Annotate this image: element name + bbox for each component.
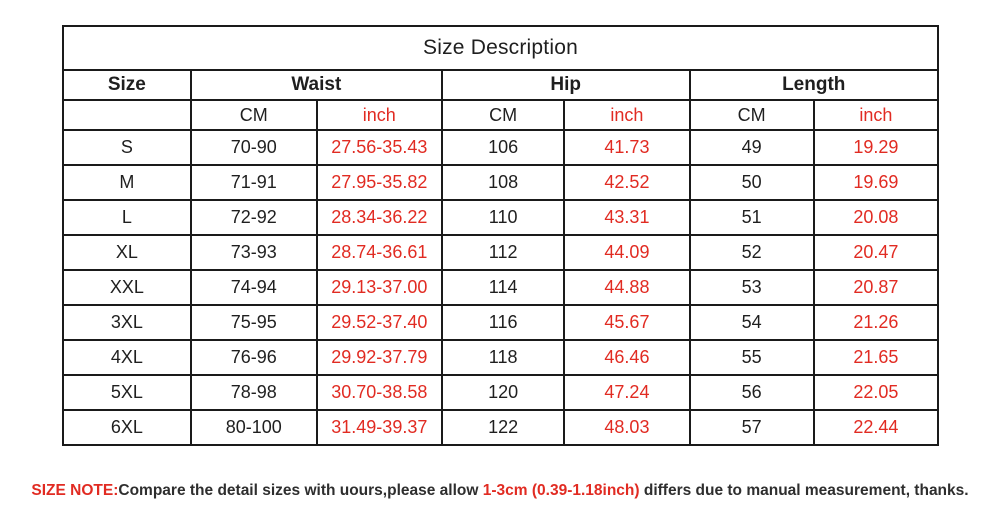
table-row [63, 270, 938, 305]
hip-cm-header: CM [442, 100, 565, 130]
hip-cm-cell: 108 [442, 165, 565, 200]
length-cm-cell: 49 [690, 130, 814, 165]
size-table [62, 25, 939, 446]
hip-cm-cell: 112 [442, 235, 565, 270]
hip-inch-cell: 48.03 [564, 410, 689, 445]
length-cm-cell: 56 [690, 375, 814, 410]
hip-inch-cell: 43.31 [564, 200, 689, 235]
length-inch-cell: 22.05 [814, 375, 938, 410]
waist-cm-cell: 70-90 [191, 130, 317, 165]
hip-cm-cell: 110 [442, 200, 565, 235]
col-header-length: Length [690, 70, 939, 100]
size-cell: S [63, 130, 191, 165]
length-inch-cell: 19.29 [814, 130, 938, 165]
hip-cm-cell: 106 [442, 130, 565, 165]
waist-cm-cell: 75-95 [191, 305, 317, 340]
table-row [63, 130, 938, 165]
length-inch-cell: 21.26 [814, 305, 938, 340]
col-header-waist: Waist [191, 70, 442, 100]
col-header-size: Size [63, 70, 191, 100]
size-note-text-after: differs due to manual measurement, thanks. [639, 482, 969, 499]
waist-cm-cell: 71-91 [191, 165, 317, 200]
waist-cm-header: CM [191, 100, 317, 130]
hip-inch-cell: 44.88 [564, 270, 689, 305]
waist-cm-cell: 80-100 [191, 410, 317, 445]
waist-cm-cell: 74-94 [191, 270, 317, 305]
size-note-text-before: Compare the detail sizes with uours,please allow [118, 482, 483, 499]
hip-inch-cell: 41.73 [564, 130, 689, 165]
waist-cm-cell: 72-92 [191, 200, 317, 235]
waist-cm-cell: 78-98 [191, 375, 317, 410]
hip-inch-header: inch [564, 100, 689, 130]
waist-inch-cell: 27.95-35.82 [317, 165, 442, 200]
length-inch-cell: 20.87 [814, 270, 938, 305]
hip-inch-cell: 47.24 [564, 375, 689, 410]
size-note [0, 482, 1000, 500]
table-row [63, 305, 938, 340]
hip-cm-cell: 114 [442, 270, 565, 305]
waist-inch-cell: 28.74-36.61 [317, 235, 442, 270]
unit-row [63, 100, 938, 130]
table-row [63, 235, 938, 270]
table-row [63, 200, 938, 235]
hip-cm-cell: 116 [442, 305, 565, 340]
hip-cm-cell: 122 [442, 410, 565, 445]
length-cm-cell: 51 [690, 200, 814, 235]
waist-inch-cell: 28.34-36.22 [317, 200, 442, 235]
length-cm-cell: 55 [690, 340, 814, 375]
table-row [63, 165, 938, 200]
table-row [63, 375, 938, 410]
col-header-hip: Hip [442, 70, 690, 100]
size-cell: 6XL [63, 410, 191, 445]
size-cell: 3XL [63, 305, 191, 340]
length-inch-cell: 19.69 [814, 165, 938, 200]
hip-cm-cell: 120 [442, 375, 565, 410]
column-group-row [63, 70, 938, 100]
length-inch-cell: 20.47 [814, 235, 938, 270]
size-cell: M [63, 165, 191, 200]
title-row [63, 26, 938, 70]
size-cell: 5XL [63, 375, 191, 410]
waist-cm-cell: 73-93 [191, 235, 317, 270]
waist-inch-cell: 27.56-35.43 [317, 130, 442, 165]
table-title: Size Description [63, 26, 938, 70]
length-cm-cell: 57 [690, 410, 814, 445]
length-inch-cell: 20.08 [814, 200, 938, 235]
hip-inch-cell: 44.09 [564, 235, 689, 270]
hip-inch-cell: 45.67 [564, 305, 689, 340]
length-inch-cell: 22.44 [814, 410, 938, 445]
length-cm-cell: 50 [690, 165, 814, 200]
length-cm-cell: 54 [690, 305, 814, 340]
waist-cm-cell: 76-96 [191, 340, 317, 375]
table-row [63, 340, 938, 375]
table-body [63, 130, 938, 445]
table-row [63, 410, 938, 445]
length-cm-cell: 53 [690, 270, 814, 305]
size-note-label: SIZE NOTE: [31, 482, 119, 499]
length-cm-cell: 52 [690, 235, 814, 270]
length-cm-header: CM [690, 100, 814, 130]
length-inch-cell: 21.65 [814, 340, 938, 375]
size-note-highlight: 1-3cm (0.39-1.18inch) [482, 482, 640, 499]
size-cell: XL [63, 235, 191, 270]
waist-inch-cell: 29.13-37.00 [317, 270, 442, 305]
size-cell: L [63, 200, 191, 235]
hip-inch-cell: 46.46 [564, 340, 689, 375]
waist-inch-header: inch [317, 100, 442, 130]
waist-inch-cell: 29.92-37.79 [317, 340, 442, 375]
hip-inch-cell: 42.52 [564, 165, 689, 200]
unit-blank-cell [63, 100, 191, 130]
hip-cm-cell: 118 [442, 340, 565, 375]
size-cell: 4XL [63, 340, 191, 375]
waist-inch-cell: 29.52-37.40 [317, 305, 442, 340]
length-inch-header: inch [814, 100, 938, 130]
size-cell: XXL [63, 270, 191, 305]
waist-inch-cell: 31.49-39.37 [317, 410, 442, 445]
waist-inch-cell: 30.70-38.58 [317, 375, 442, 410]
